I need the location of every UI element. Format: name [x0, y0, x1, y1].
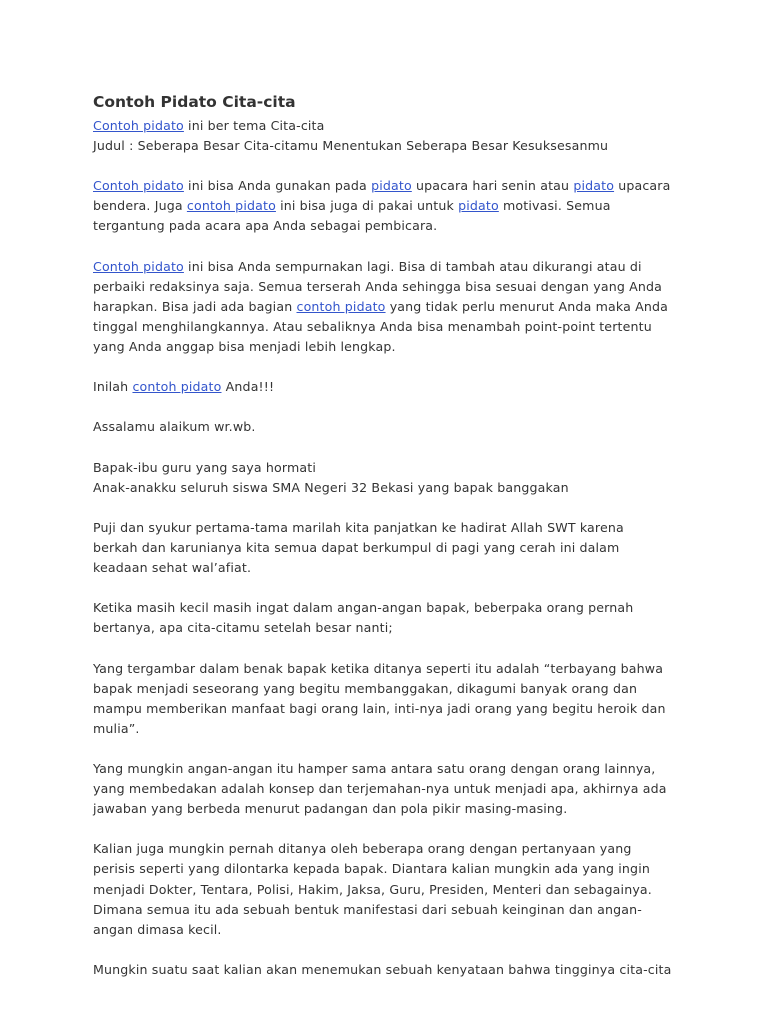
text-line — [93, 257, 683, 277]
text-span: ini bisa juga di pakai untuk — [275, 198, 459, 214]
text-line — [93, 277, 683, 297]
paragraph-gap — [93, 498, 683, 518]
text-span: keadaan sehat wal’afiat. — [93, 560, 252, 576]
text-line — [93, 478, 683, 498]
text-span: tinggal menghilangkannya. Atau sebaliknya Anda bisa menambah point-point tertentu — [93, 318, 652, 334]
text-span: perbaiki redaksinya saja. Semua terserah Anda sehingga bisa sesuai dengan yang Anda — [93, 278, 663, 294]
text-line — [93, 458, 683, 478]
text-line — [93, 176, 683, 196]
inline-link[interactable]: contoh pidato — [296, 298, 386, 314]
inline-link[interactable]: pidato — [573, 178, 615, 194]
text-line — [93, 417, 683, 437]
text-span: Anak-anakku seluruh siswa SMA Negeri 32 Bekasi yang bapak banggakan — [93, 479, 569, 495]
text-span: upacara hari senin atau — [411, 178, 574, 194]
text-span: berkah dan karunianya kita semua dapat berkumpul di pagi yang cerah ini dalam — [93, 539, 620, 555]
text-line — [93, 297, 683, 317]
paragraph-gap — [93, 578, 683, 598]
text-span: Puji dan syukur pertama-tama marilah kita panjatkan ke hadirat Allah SWT karena — [93, 519, 624, 535]
text-span: yang membedakan adalah konsep dan terjemahan-nya untuk menjadi apa, akhirnya ada — [93, 781, 667, 797]
text-line — [93, 900, 683, 920]
paragraph-gap — [93, 438, 683, 458]
inline-link[interactable]: Contoh pidato — [93, 258, 184, 274]
paragraph-gap — [93, 940, 683, 960]
inline-link[interactable]: Contoh pidato — [93, 178, 184, 194]
text-span: bertanya, apa cita-citamu setelah besar nanti; — [93, 620, 393, 636]
text-span: upacara — [614, 178, 671, 194]
text-span: Judul : Seberapa Besar Cita-citamu Menentukan Seberapa Besar Kesuksesanmu — [93, 138, 609, 154]
text-line — [93, 719, 683, 739]
text-span: mampu memberikan manfaat bagi orang lain, inti-nya jadi orang yang begitu heroik dan — [93, 700, 666, 716]
text-line — [93, 598, 683, 618]
text-span: yang Anda anggap bisa menjadi lebih lengkap. — [93, 339, 396, 355]
text-line — [93, 317, 683, 337]
text-line — [93, 216, 683, 236]
text-line — [93, 116, 683, 136]
text-span: jawaban yang berbeda menurut padangan dan pola pikir masing-masing. — [93, 801, 568, 817]
paragraph-gap — [93, 397, 683, 417]
text-span: angan dimasa kecil. — [93, 921, 222, 937]
text-span: Anda!!! — [221, 379, 275, 395]
paragraph-gap — [93, 357, 683, 377]
text-span: tergantung pada acara apa Anda sebagai pembicara. — [93, 218, 438, 234]
text-span: perisis seperti yang dilontarka kepada bapak. Diantara kalian mungkin ada yang ingin — [93, 861, 650, 877]
text-span: Assalamu alaikum wr.wb. — [93, 419, 256, 435]
text-span: bendera. Juga — [93, 198, 187, 214]
text-span: ini bisa Anda sempurnakan lagi. Bisa di tambah atau dikurangi atau di — [183, 258, 642, 274]
text-line — [93, 960, 683, 980]
text-span: Inilah — [93, 379, 133, 395]
text-span: harapkan. Bisa jadi ada bagian — [93, 298, 297, 314]
text-line — [93, 839, 683, 859]
document-page — [93, 92, 683, 980]
text-line — [93, 337, 683, 357]
paragraph-gap — [93, 638, 683, 658]
text-span: Yang tergambar dalam benak bapak ketika ditanya seperti itu adalah “terbayang bahwa — [93, 660, 664, 676]
document-title: Contoh Pidato Cita-cita — [93, 93, 296, 111]
text-span: ini bisa Anda gunakan pada — [183, 178, 372, 194]
text-line — [93, 880, 683, 900]
text-line — [93, 538, 683, 558]
text-line — [93, 558, 683, 578]
text-line — [93, 196, 683, 216]
text-span: motivasi. Semua — [498, 198, 611, 214]
text-span: yang tidak perlu menurut Anda maka Anda — [385, 298, 669, 314]
text-span: bapak menjadi seseorang yang begitu membanggakan, dikagumi banyak orang dan — [93, 680, 638, 696]
text-span: Yang mungkin angan-angan itu hamper sama antara satu orang dengan orang lainnya, — [93, 761, 656, 776]
text-span: Bapak-ibu guru yang saya hormati — [93, 459, 316, 475]
text-span: Kalian juga mungkin pernah ditanya oleh beberapa orang dengan pertanyaan yang — [93, 841, 632, 857]
paragraph-gap — [93, 819, 683, 839]
text-span: Mungkin suatu saat kalian akan menemukan sebuah kenyataan bahwa tingginya cita-cita — [93, 961, 672, 977]
text-line — [93, 779, 683, 799]
inline-link[interactable]: contoh pidato — [186, 198, 276, 214]
text-line — [93, 618, 683, 638]
text-line — [93, 759, 683, 779]
paragraph-gap — [93, 237, 683, 257]
text-line — [93, 659, 683, 679]
inline-link[interactable]: Contoh pidato — [93, 118, 184, 133]
inline-link[interactable]: pidato — [458, 198, 499, 214]
text-span: Ketika masih kecil masih ingat dalam angan-angan bapak, beberpaka orang pernah — [93, 600, 634, 616]
inline-link[interactable]: contoh pidato — [132, 379, 222, 395]
paragraph-gap — [93, 156, 683, 176]
paragraph-gap — [93, 739, 683, 759]
inline-link[interactable]: pidato — [371, 178, 412, 194]
text-line — [93, 136, 683, 156]
text-line — [93, 920, 683, 940]
text-line — [93, 859, 683, 879]
text-line — [93, 518, 683, 538]
text-span: mulia”. — [93, 720, 140, 736]
text-span: Dimana semua itu ada sebuah bentuk manifestasi dari sebuah keinginan dan angan- — [93, 901, 642, 917]
document-body — [93, 116, 683, 980]
text-line — [93, 699, 683, 719]
text-span: menjadi Dokter, Tentara, Polisi, Hakim, Jaksa, Guru, Presiden, Menteri dan sebagainya. — [93, 881, 652, 897]
text-line — [93, 799, 683, 819]
text-line — [93, 377, 683, 397]
text-span: ini ber tema Cita-cita — [183, 118, 325, 133]
text-line — [93, 679, 683, 699]
